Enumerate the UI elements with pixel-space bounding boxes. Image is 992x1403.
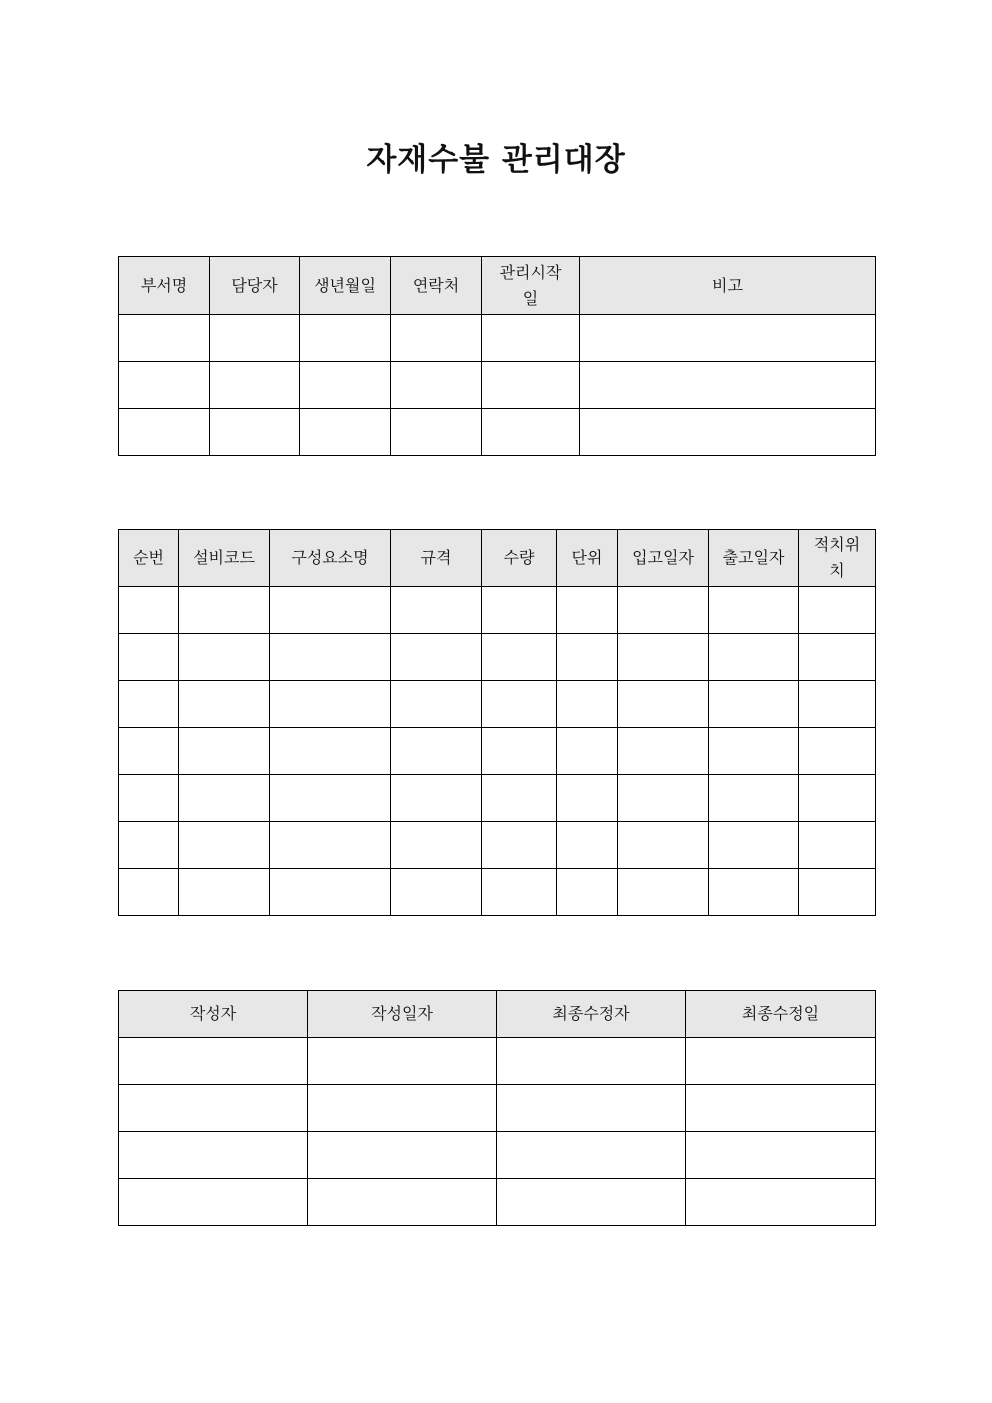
header-last-editor: 최종수정자 (497, 991, 686, 1038)
table-cell[interactable] (391, 634, 482, 681)
table-cell[interactable] (391, 587, 482, 634)
table-cell[interactable] (119, 409, 210, 456)
table-cell[interactable] (482, 634, 557, 681)
table-row (119, 728, 876, 775)
table-cell[interactable] (391, 315, 482, 362)
table-cell[interactable] (799, 869, 876, 916)
document-title: 자재수불 관리대장 (366, 142, 626, 178)
table-cell[interactable] (119, 1085, 308, 1132)
table-cell[interactable] (482, 681, 557, 728)
table-cell[interactable] (482, 409, 580, 456)
table-cell[interactable] (799, 728, 876, 775)
table-cell[interactable] (482, 728, 557, 775)
table-cell[interactable] (557, 728, 618, 775)
table-cell[interactable] (799, 822, 876, 869)
material-table-header (119, 530, 876, 587)
table-cell[interactable] (686, 1132, 876, 1179)
table-cell[interactable] (391, 822, 482, 869)
table-row (119, 362, 876, 409)
table-cell[interactable] (119, 587, 179, 634)
table-cell[interactable] (709, 728, 799, 775)
table-cell[interactable] (270, 775, 391, 822)
table-cell[interactable] (270, 869, 391, 916)
table-cell[interactable] (210, 409, 300, 456)
table-cell[interactable] (799, 775, 876, 822)
table-cell[interactable] (300, 362, 391, 409)
table-cell[interactable] (482, 869, 557, 916)
table-cell[interactable] (618, 681, 709, 728)
table-cell[interactable] (497, 1085, 686, 1132)
table-cell[interactable] (391, 362, 482, 409)
table-cell[interactable] (308, 1179, 497, 1226)
table-cell[interactable] (557, 775, 618, 822)
table-cell[interactable] (557, 681, 618, 728)
table-cell[interactable] (709, 681, 799, 728)
table-row (119, 1085, 876, 1132)
header-unit: 단위 (557, 530, 618, 587)
table-cell[interactable] (618, 634, 709, 681)
table-cell[interactable] (799, 634, 876, 681)
table-cell[interactable] (270, 634, 391, 681)
table-cell[interactable] (391, 409, 482, 456)
table-cell[interactable] (179, 869, 270, 916)
table-row (119, 869, 876, 916)
header-department: 부서명 (119, 257, 210, 315)
table-cell[interactable] (686, 1038, 876, 1085)
table-cell[interactable] (179, 728, 270, 775)
header-manager: 담당자 (210, 257, 300, 315)
table-cell[interactable] (119, 1132, 308, 1179)
table-cell[interactable] (618, 822, 709, 869)
table-row (119, 409, 876, 456)
header-contact: 연락처 (391, 257, 482, 315)
staff-table (118, 256, 876, 456)
header-in-date: 입고일자 (618, 530, 709, 587)
table-cell[interactable] (179, 681, 270, 728)
table-cell[interactable] (482, 362, 580, 409)
header-last-edited-date: 최종수정일 (686, 991, 876, 1038)
table-cell[interactable] (557, 587, 618, 634)
staff-table-header (119, 257, 876, 315)
table-cell[interactable] (618, 728, 709, 775)
table-cell[interactable] (179, 587, 270, 634)
table-cell[interactable] (119, 822, 179, 869)
table-cell[interactable] (709, 634, 799, 681)
header-created-date: 작성일자 (308, 991, 497, 1038)
table-cell[interactable] (709, 822, 799, 869)
table-cell[interactable] (497, 1179, 686, 1226)
table-cell[interactable] (557, 634, 618, 681)
table-cell[interactable] (391, 775, 482, 822)
table-row (119, 822, 876, 869)
table-row (119, 634, 876, 681)
table-cell[interactable] (119, 681, 179, 728)
table-cell[interactable] (179, 775, 270, 822)
table-cell[interactable] (391, 728, 482, 775)
table-cell[interactable] (482, 775, 557, 822)
header-spec: 규격 (391, 530, 482, 587)
table-cell[interactable] (580, 362, 876, 409)
table-cell[interactable] (300, 315, 391, 362)
table-cell[interactable] (799, 681, 876, 728)
author-table-header (119, 991, 876, 1038)
header-quantity: 수량 (482, 530, 557, 587)
table-cell[interactable] (557, 822, 618, 869)
table-cell[interactable] (119, 1179, 308, 1226)
header-location: 적치위치 (799, 530, 876, 587)
table-cell[interactable] (709, 869, 799, 916)
table-cell[interactable] (119, 362, 210, 409)
table-cell[interactable] (270, 822, 391, 869)
table-cell[interactable] (308, 1038, 497, 1085)
header-out-date: 출고일자 (709, 530, 799, 587)
table-cell[interactable] (482, 315, 580, 362)
table-cell[interactable] (580, 315, 876, 362)
table-cell[interactable] (119, 775, 179, 822)
table-cell[interactable] (308, 1085, 497, 1132)
table-cell[interactable] (686, 1179, 876, 1226)
table-cell[interactable] (618, 869, 709, 916)
table-cell[interactable] (482, 587, 557, 634)
table-cell[interactable] (557, 869, 618, 916)
table-cell[interactable] (618, 775, 709, 822)
header-remarks: 비고 (580, 257, 876, 315)
table-row (119, 315, 876, 362)
table-cell[interactable] (270, 587, 391, 634)
table-cell[interactable] (119, 869, 179, 916)
table-cell[interactable] (709, 775, 799, 822)
table-cell[interactable] (580, 409, 876, 456)
table-cell[interactable] (210, 362, 300, 409)
table-row (119, 587, 876, 634)
table-row (119, 1132, 876, 1179)
table-row (119, 1038, 876, 1085)
header-start-date: 관리시작일 (482, 257, 580, 315)
table-cell[interactable] (119, 728, 179, 775)
table-row (119, 681, 876, 728)
table-cell[interactable] (300, 409, 391, 456)
table-cell[interactable] (270, 728, 391, 775)
table-cell[interactable] (497, 1038, 686, 1085)
author-table (118, 990, 876, 1226)
table-cell[interactable] (179, 822, 270, 869)
table-cell[interactable] (119, 315, 210, 362)
table-cell[interactable] (391, 681, 482, 728)
table-cell[interactable] (497, 1132, 686, 1179)
table-row (119, 775, 876, 822)
table-cell[interactable] (179, 634, 270, 681)
table-cell[interactable] (119, 634, 179, 681)
table-cell[interactable] (119, 1038, 308, 1085)
table-cell[interactable] (270, 681, 391, 728)
table-cell[interactable] (799, 587, 876, 634)
header-equipment-code: 설비코드 (179, 530, 270, 587)
table-row (119, 1179, 876, 1226)
table-cell[interactable] (686, 1085, 876, 1132)
table-cell[interactable] (618, 587, 709, 634)
header-author: 작성자 (119, 991, 308, 1038)
table-cell[interactable] (308, 1132, 497, 1179)
table-cell[interactable] (210, 315, 300, 362)
table-cell[interactable] (391, 869, 482, 916)
material-table (118, 529, 876, 916)
header-birthdate: 생년월일 (300, 257, 391, 315)
table-cell[interactable] (709, 587, 799, 634)
header-component-name: 구성요소명 (270, 530, 391, 587)
header-seq: 순번 (119, 530, 179, 587)
table-cell[interactable] (482, 822, 557, 869)
